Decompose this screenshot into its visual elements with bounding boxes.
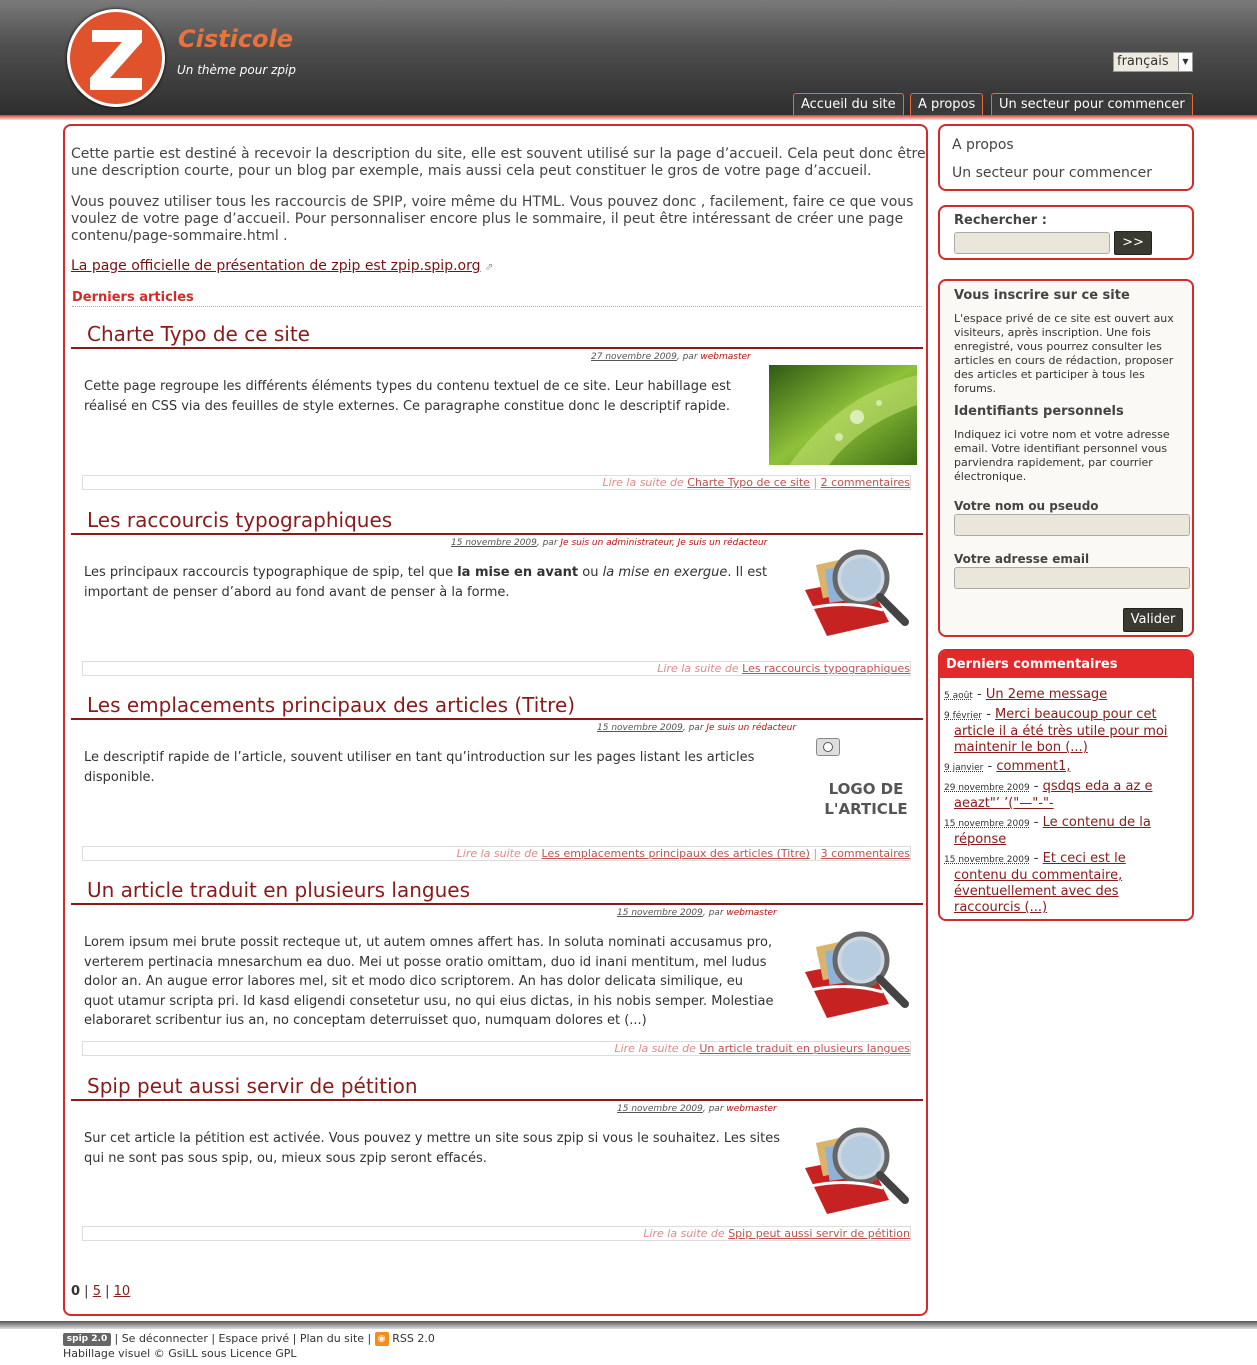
pagination-link-5[interactable]: 5 <box>92 1284 101 1299</box>
comments-link[interactable]: 2 commentaires <box>820 476 910 489</box>
article-date: 15 novembre 2009 <box>597 723 683 733</box>
register-title: Vous inscrire sur ce site <box>954 288 1130 303</box>
sidebar-nav <box>938 124 1194 191</box>
comment-item: 9 janvier - comment1, <box>944 759 1071 774</box>
read-more-link[interactable]: Charte Typo de ce site <box>687 476 810 489</box>
article-title[interactable]: Les raccourcis typographiques <box>87 508 393 532</box>
read-more-bar: Lire la suite de Les raccourcis typographiques <box>82 661 911 676</box>
register-box <box>938 279 1194 637</box>
site-slogan: Un thème pour zpip <box>177 63 296 77</box>
comment-date: 15 novembre 2009 <box>944 855 1030 865</box>
read-more-link[interactable]: Spip peut aussi servir de pétition <box>728 1227 910 1240</box>
article-item <box>71 878 923 1058</box>
latest-comments-box <box>938 649 1194 921</box>
main-content <box>63 124 928 1316</box>
title-rule <box>71 903 923 905</box>
article-summary: Lorem ipsum mei brute possit recteque ut, ut autem omnes affert has. In soluta nominati accusamus pro, verterem pertinacia mnesarchum ea duo. Mei ut posse oratio omittam, duo id inani mentitum, mel ludus dolor an. An augue error labores mel, sit et modo dico scriptorem. An has dolor delicata similique, eu quot utamur scripta pri. Id kasd eligendi consetetur usu, no qui eius dictas, in his nobis semper. Molestiae elaboraret scribentur ius an, no conceptam deterruisset quo, numquam dolores et (...) <box>84 935 774 1028</box>
sitemap-link[interactable]: Plan du site <box>299 1332 365 1345</box>
submit-button[interactable]: Valider <box>1123 608 1183 632</box>
article-author[interactable]: webmaster <box>700 352 751 362</box>
spip-badge[interactable]: spip 2.0 <box>63 1333 111 1346</box>
article-title[interactable]: Spip peut aussi servir de pétition <box>87 1074 418 1098</box>
article-date: 15 novembre 2009 <box>617 1104 703 1114</box>
title-rule <box>71 533 923 535</box>
article-summary: Les principaux raccourcis typographique de spip, tel que la mise en avant ou la mise en exergue. Il est important de penser d’abord au fond avant de penser à la forme. <box>84 565 768 600</box>
pagination: 0 | 5 | 10 <box>71 1284 131 1299</box>
rss-link[interactable]: RSS 2.0 <box>392 1332 435 1345</box>
title-rule <box>71 347 923 349</box>
header-divider <box>0 115 1257 120</box>
name-field[interactable] <box>954 514 1190 536</box>
email-label: Votre adresse email <box>954 552 1090 566</box>
comment-link[interactable]: Merci beaucoup pour cet article il a été très utile pour moi maintenir le bon (...) <box>954 707 1168 755</box>
title-rule <box>71 1099 923 1101</box>
photo-box-magnifier-icon[interactable] <box>797 538 917 638</box>
leaf-photo[interactable] <box>769 365 917 465</box>
comment-date: 5 août <box>944 691 973 701</box>
language-select[interactable] <box>1113 52 1193 72</box>
photo-box-magnifier-icon[interactable] <box>797 920 917 1020</box>
site-header <box>0 0 1257 115</box>
name-label: Votre nom ou pseudo <box>954 499 1099 513</box>
article-title[interactable]: Un article traduit en plusieurs langues <box>87 878 471 902</box>
comment-link[interactable]: Et ceci est le contenu du commentaire, éventuellement avec des raccourcis (...) <box>954 851 1126 915</box>
article-author[interactable]: Je suis un rédacteur <box>706 723 797 733</box>
search-input[interactable] <box>954 232 1110 254</box>
article-summary: Sur cet article la pétition est activée. Vous pouvez y mettre un site sous zpip si vous le souhaitez. Les sites qui ne sont pas sous spip, ou, mieux sous zpip seront effacés. <box>84 1131 781 1166</box>
read-more-link[interactable]: Un article traduit en plusieurs langues <box>699 1042 910 1055</box>
comment-date: 9 janvier <box>944 763 984 773</box>
comment-date: 9 février <box>944 711 983 721</box>
comment-link[interactable]: qsdqs eda a az e aeazt"’ ’("—"-"- <box>954 779 1153 811</box>
latest-comments-title: Derniers commentaires <box>940 651 1192 678</box>
article-meta: 15 novembre 2009, par Je suis un administrateur, Je suis un rédacteur <box>451 538 768 548</box>
read-more-link[interactable]: Les emplacements principaux des articles (Titre) <box>541 847 810 860</box>
zpip-official-link[interactable]: La page officielle de présentation de zpip est zpip.spip.org <box>71 258 481 274</box>
article-title[interactable]: Charte Typo de ce site <box>87 322 310 346</box>
search-box <box>938 205 1194 260</box>
article-meta: 27 novembre 2009, par webmaster <box>591 352 751 362</box>
intro-paragraph-2: Vous pouvez utiliser tous les raccourcis de SPIP, voire même du HTML. Vous pouvez donc , facilement, faire ce que vous voulez de votre page d’accueil. Pour personnaliser encore plus le sommaire, il peut être intéressant de créer une page contenu/page-sommaire.html . <box>71 194 914 244</box>
article-meta: 15 novembre 2009, par webmaster <box>617 1104 777 1114</box>
menu-item-about[interactable]: A propos <box>910 93 983 117</box>
comment-link[interactable]: Le contenu de la réponse <box>954 815 1151 847</box>
register-text: L'espace privé de ce site est ouvert aux visiteurs, après inscription. Une fois enregistré, vous pourrez consulter les articles en cours de rédaction, proposer des articles et participer à tous les forums. <box>954 312 1174 395</box>
menu-item-sector[interactable]: Un secteur pour commencer <box>991 93 1193 117</box>
external-link-icon: ⇗ <box>484 262 494 273</box>
comment-item: 15 novembre 2009 - Et ceci est le contenu du commentaire, éventuellement avec des raccourcis (...) <box>944 851 1126 915</box>
article-author[interactable]: Je suis un administrateur, Je suis un rédacteur <box>560 538 768 548</box>
article-author[interactable]: webmaster <box>726 908 777 918</box>
chevron-down-icon[interactable]: ▼ <box>1178 53 1192 71</box>
email-field[interactable] <box>954 567 1190 589</box>
article-item <box>71 693 923 863</box>
site-name[interactable]: Cisticole <box>178 25 294 53</box>
comment-date: 29 novembre 2009 <box>944 783 1030 793</box>
read-more-bar: Lire la suite de Charte Typo de ce site | 2 commentaires <box>82 475 911 490</box>
footer-divider <box>0 1321 1257 1329</box>
footer-links: spip 2.0 | Se déconnecter | Espace privé | Plan du site | ◉ RSS 2.0 <box>63 1332 435 1346</box>
article-summary: Cette page regroupe les différents éléments types du contenu textuel de ce site. Leur habillage est réalisé en CSS via des feuilles de style externes. Ce paragraphe constitue donc le descriptif rapide. <box>84 379 731 414</box>
comment-link[interactable]: comment1, <box>996 759 1071 774</box>
intro-paragraph-1: Cette partie est destiné à recevoir la description du site, elle est souvent utilisé sur la page d’accueil. Cela peut donc être une description courte, pour un blog par exemple, mais aussi cela peut constituer le gros de votre page d’accueil. <box>71 146 926 179</box>
private-space-link[interactable]: Espace privé <box>218 1332 290 1345</box>
ident-title: Identifiants personnels <box>954 404 1124 419</box>
article-meta: 15 novembre 2009, par webmaster <box>617 908 777 918</box>
ident-text: Indiquez ici votre nom et votre adresse email. Votre identifiant personnel vous parviendra rapidement, par courrier électronique. <box>954 428 1170 483</box>
article-date: 15 novembre 2009 <box>617 908 703 918</box>
comment-item: 29 novembre 2009 - qsdqs eda a az e aeazt"’ ’("—"-"- <box>944 779 1153 811</box>
footer-credits: Habillage visuel © GsiLL sous Licence GPL <box>63 1347 297 1360</box>
read-more-bar: Lire la suite de Les emplacements principaux des articles (Titre) | 3 commentaires <box>82 846 911 861</box>
sidebar-item-sector[interactable]: Un secteur pour commencer <box>952 165 1152 181</box>
article-date: 15 novembre 2009 <box>451 538 537 548</box>
article-item <box>71 508 923 678</box>
camera-icon <box>816 738 840 756</box>
article-date: 27 novembre 2009 <box>591 352 677 362</box>
article-summary: Le descriptif rapide de l’article, souvent utiliser en tant qu’introduction sur les pages listant les articles disponible. <box>84 750 755 785</box>
comment-item: 5 août - Un 2eme message <box>944 687 1108 702</box>
read-more-bar: Lire la suite de Spip peut aussi servir de pétition <box>82 1226 911 1241</box>
search-button[interactable]: >> <box>1114 231 1152 255</box>
zpip-logo[interactable] <box>67 9 165 107</box>
read-more-link[interactable]: Les raccourcis typographiques <box>742 662 910 675</box>
language-value: français <box>1117 54 1169 69</box>
latest-articles-heading: Derniers articles <box>72 290 922 307</box>
comment-link[interactable]: Un 2eme message <box>985 687 1108 702</box>
article-item <box>71 1074 923 1244</box>
read-more-bar: Lire la suite de Un article traduit en plusieurs langues <box>82 1041 911 1056</box>
article-logo-placeholder[interactable]: LOGO DE L'ARTICLE <box>824 780 908 818</box>
article-author[interactable]: webmaster <box>726 1104 777 1114</box>
comment-item: 9 février - Merci beaucoup pour cet article il a été très utile pour moi maintenir le bon (...) <box>944 707 1168 755</box>
photo-box-magnifier-icon[interactable] <box>797 1116 917 1216</box>
logout-link[interactable]: Se déconnecter <box>121 1332 208 1345</box>
comment-item: 15 novembre 2009 - Le contenu de la réponse <box>944 815 1151 847</box>
article-title[interactable]: Les emplacements principaux des articles (Titre) <box>87 693 576 717</box>
article-meta: 15 novembre 2009, par Je suis un rédacteur <box>597 723 797 733</box>
pagination-current: 0 <box>71 1284 81 1299</box>
comments-link[interactable]: 3 commentaires <box>820 847 910 860</box>
rss-icon[interactable]: ◉ <box>375 1332 389 1346</box>
title-rule <box>71 718 923 720</box>
search-label: Rechercher : <box>954 213 1047 228</box>
pagination-link-10[interactable]: 10 <box>113 1284 131 1299</box>
comment-date: 15 novembre 2009 <box>944 819 1030 829</box>
article-item <box>71 322 923 492</box>
sidebar-item-about[interactable]: A propos <box>952 137 1014 153</box>
menu-item-home[interactable]: Accueil du site <box>793 93 904 117</box>
